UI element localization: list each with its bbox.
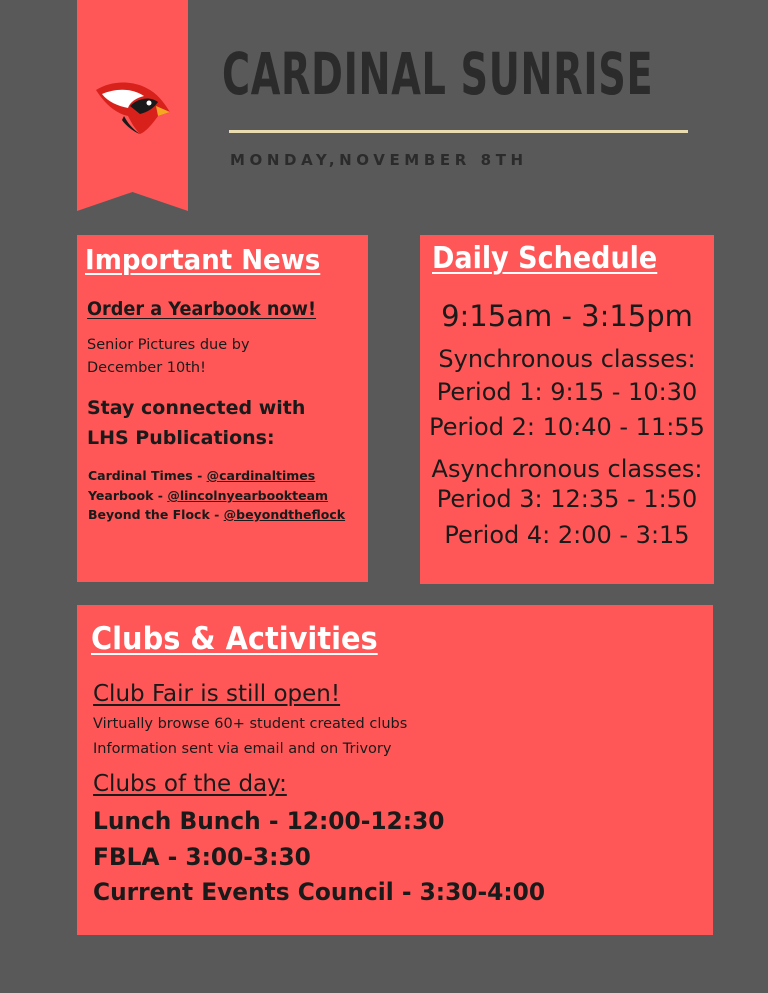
social-label: Yearbook - xyxy=(88,488,168,503)
period-3: Period 3: 12:35 - 1:50 xyxy=(436,485,698,513)
news-heading: Important News xyxy=(85,243,321,276)
browse-clubs-line: Virtually browse 60+ student created clubs xyxy=(93,716,408,732)
club-item: Lunch Bunch - 12:00-12:30 xyxy=(93,807,445,835)
clubs-of-day-label: Clubs of the day: xyxy=(93,771,287,797)
connect-line2: LHS Publications: xyxy=(87,427,275,449)
club-item: FBLA - 3:00-3:30 xyxy=(93,843,311,871)
social-handle-row xyxy=(88,488,328,503)
social-handle-link[interactable]: @lincolnyearbookteam xyxy=(167,488,329,503)
yearbook-order-link[interactable]: Order a Yearbook now! xyxy=(87,298,317,320)
schedule-heading: Daily Schedule xyxy=(432,241,658,276)
club-item: Current Events Council - 3:30-4:00 xyxy=(93,878,546,906)
important-news-card xyxy=(77,235,368,582)
asynchronous-label: Asynchronous classes: xyxy=(431,455,703,483)
school-hours: 9:15am - 3:15pm xyxy=(441,299,693,333)
social-handle-link[interactable]: @cardinaltimes xyxy=(206,468,316,483)
club-info-line: Information sent via email and on Trivory xyxy=(93,741,392,757)
period-1: Period 1: 9:15 - 10:30 xyxy=(436,378,698,406)
synchronous-label: Synchronous classes: xyxy=(438,345,696,373)
social-handle-link[interactable]: @beyondtheflock xyxy=(223,507,346,522)
senior-pictures-line1: Senior Pictures due by xyxy=(87,337,250,353)
daily-schedule-card xyxy=(420,235,714,584)
clubs-heading: Clubs & Activities xyxy=(91,621,378,657)
clubs-activities-card xyxy=(77,605,713,935)
social-label: Beyond the Flock - xyxy=(88,507,224,522)
social-label: Cardinal Times - xyxy=(88,468,207,483)
social-handle-row xyxy=(88,507,345,522)
period-4: Period 4: 2:00 - 3:15 xyxy=(444,521,690,549)
cardinal-bird-icon xyxy=(94,76,172,136)
title-divider xyxy=(229,130,688,133)
senior-pictures-line2: December 10th! xyxy=(87,360,206,376)
issue-date: MONDAY,NOVEMBER 8TH xyxy=(230,151,528,169)
connect-line1: Stay connected with xyxy=(87,397,306,419)
page-title: CARDINAL SUNRISE xyxy=(222,40,654,108)
social-handle-row xyxy=(88,468,315,483)
period-2: Period 2: 10:40 - 11:55 xyxy=(429,413,705,441)
club-fair-line: Club Fair is still open! xyxy=(93,681,341,707)
